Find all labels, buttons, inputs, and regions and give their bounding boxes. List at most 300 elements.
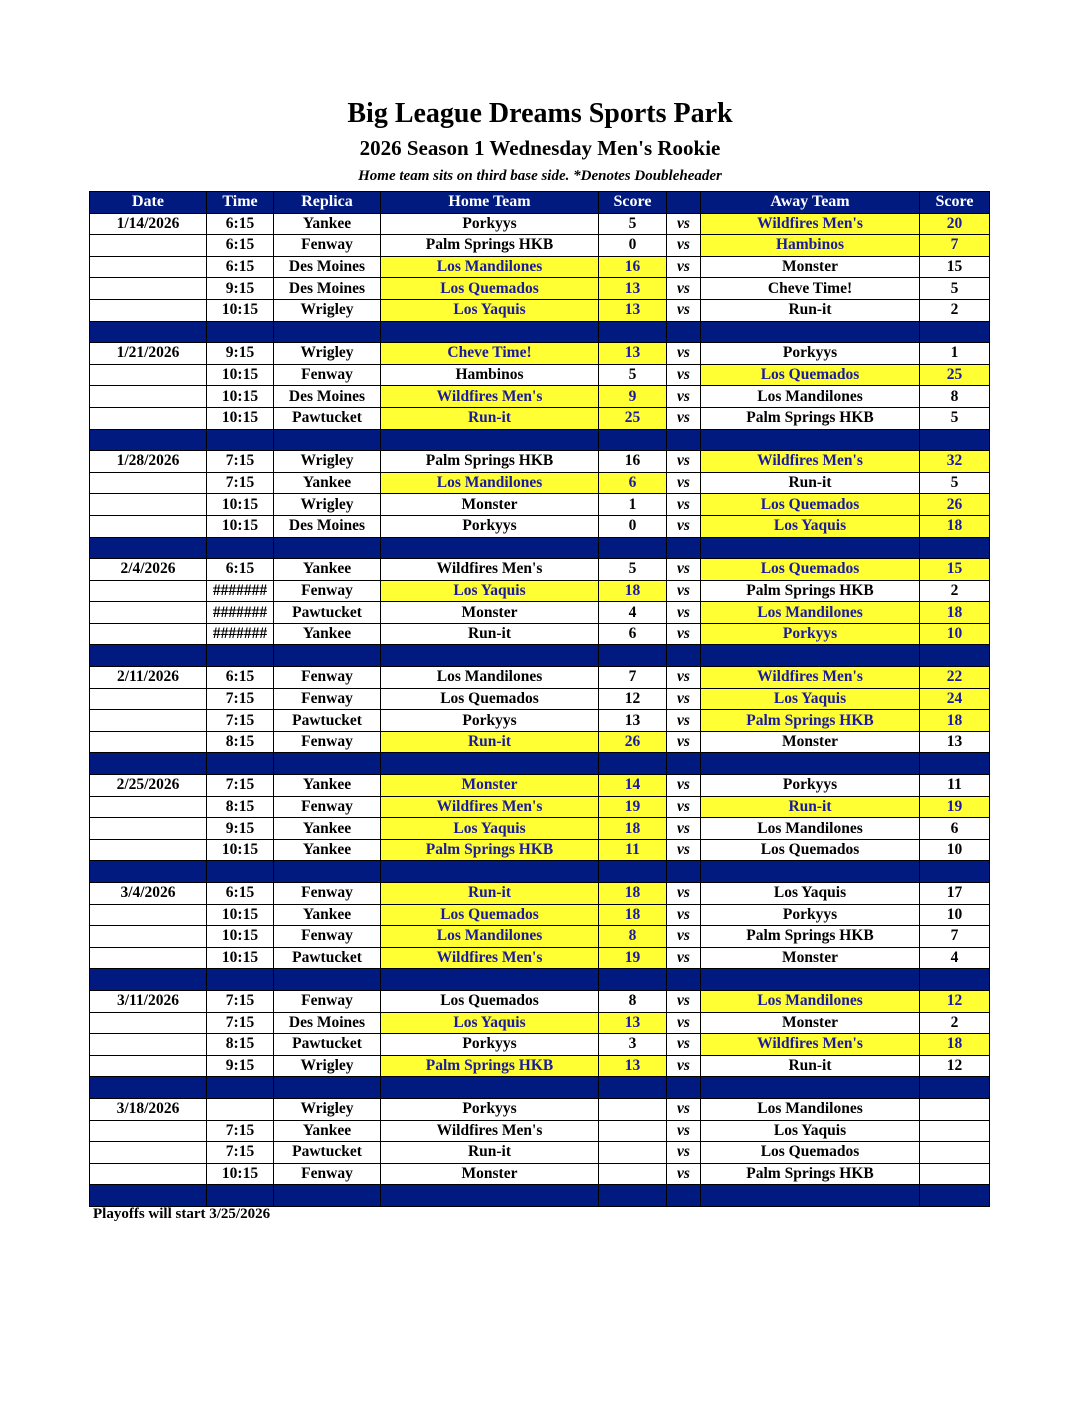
game-replica: Des Moines	[274, 386, 381, 408]
home-score: 5	[599, 559, 667, 581]
separator-cell	[599, 321, 667, 343]
game-date	[90, 731, 207, 753]
away-team: Los Quemados	[701, 364, 920, 386]
game-row	[90, 775, 990, 797]
away-score: 19	[920, 796, 990, 818]
home-score: 0	[599, 235, 667, 257]
separator-cell	[207, 1185, 274, 1207]
separator-cell	[920, 321, 990, 343]
game-time: 6:15	[207, 559, 274, 581]
game-time: 9:15	[207, 278, 274, 300]
game-replica: Yankee	[274, 839, 381, 861]
game-time: 6:15	[207, 667, 274, 689]
separator-cell	[90, 429, 207, 451]
away-score: 13	[920, 731, 990, 753]
separator-cell	[599, 429, 667, 451]
game-row	[90, 1120, 990, 1142]
home-score	[599, 1142, 667, 1164]
col-header-vs	[667, 192, 701, 214]
game-row	[90, 904, 990, 926]
game-time: 10:15	[207, 299, 274, 321]
game-replica: Pawtucket	[274, 710, 381, 732]
vs-label: vs	[667, 839, 701, 861]
separator-cell	[701, 1185, 920, 1207]
separator-cell	[667, 753, 701, 775]
game-time: 10:15	[207, 407, 274, 429]
away-score	[920, 1142, 990, 1164]
game-row	[90, 472, 990, 494]
home-team: Palm Springs HKB	[381, 839, 599, 861]
away-score: 10	[920, 839, 990, 861]
game-replica: Yankee	[274, 559, 381, 581]
vs-label: vs	[667, 1055, 701, 1077]
home-team: Los Quemados	[381, 904, 599, 926]
game-row	[90, 818, 990, 840]
separator-cell	[274, 861, 381, 883]
away-team: Run-it	[701, 472, 920, 494]
separator-cell	[90, 1077, 207, 1099]
vs-label: vs	[667, 472, 701, 494]
game-time: 9:15	[207, 818, 274, 840]
game-date	[90, 904, 207, 926]
away-team: Los Quemados	[701, 1142, 920, 1164]
col-header-home-team: Home Team	[381, 192, 599, 214]
game-replica: Fenway	[274, 731, 381, 753]
separator-cell	[599, 537, 667, 559]
game-time: 10:15	[207, 364, 274, 386]
game-replica: Fenway	[274, 667, 381, 689]
col-header-replica: Replica	[274, 192, 381, 214]
vs-label: vs	[667, 580, 701, 602]
game-row	[90, 386, 990, 408]
game-time: 9:15	[207, 1055, 274, 1077]
separator-cell	[207, 537, 274, 559]
separator-cell	[381, 969, 599, 991]
vs-label: vs	[667, 364, 701, 386]
game-date: 2/4/2026	[90, 559, 207, 581]
home-score: 4	[599, 602, 667, 624]
vs-label: vs	[667, 1034, 701, 1056]
game-time: 7:15	[207, 451, 274, 473]
game-date: 2/11/2026	[90, 667, 207, 689]
game-replica: Pawtucket	[274, 947, 381, 969]
separator-cell	[381, 321, 599, 343]
separator-cell	[920, 969, 990, 991]
doubleheader-note: Home team sits on third base side. *Denotes Doubleheader	[358, 168, 722, 184]
game-row	[90, 364, 990, 386]
separator-cell	[207, 429, 274, 451]
away-team: Los Yaquis	[701, 1120, 920, 1142]
away-team: Porkyys	[701, 775, 920, 797]
away-team: Los Yaquis	[701, 688, 920, 710]
home-score: 19	[599, 796, 667, 818]
game-replica: Wrigley	[274, 1098, 381, 1120]
game-time: 7:15	[207, 1012, 274, 1034]
home-score: 3	[599, 1034, 667, 1056]
separator-cell	[920, 645, 990, 667]
home-team: Los Quemados	[381, 688, 599, 710]
away-team: Porkyys	[701, 343, 920, 365]
game-row	[90, 235, 990, 257]
separator-cell	[274, 645, 381, 667]
game-date: 3/18/2026	[90, 1098, 207, 1120]
home-score: 14	[599, 775, 667, 797]
game-date	[90, 1034, 207, 1056]
game-replica: Yankee	[274, 623, 381, 645]
vs-label: vs	[667, 299, 701, 321]
game-row	[90, 213, 990, 235]
vs-label: vs	[667, 731, 701, 753]
vs-label: vs	[667, 1120, 701, 1142]
separator-cell	[920, 861, 990, 883]
week-separator	[90, 537, 990, 559]
home-score: 25	[599, 407, 667, 429]
week-separator	[90, 861, 990, 883]
game-time: 10:15	[207, 386, 274, 408]
home-score: 16	[599, 451, 667, 473]
home-team: Wildfires Men's	[381, 796, 599, 818]
home-team: Run-it	[381, 407, 599, 429]
away-team: Los Mandilones	[701, 1098, 920, 1120]
away-team: Los Quemados	[701, 839, 920, 861]
home-score: 13	[599, 1055, 667, 1077]
game-row	[90, 926, 990, 948]
home-team: Los Yaquis	[381, 299, 599, 321]
home-score: 19	[599, 947, 667, 969]
game-time: 7:15	[207, 688, 274, 710]
separator-cell	[274, 321, 381, 343]
vs-label: vs	[667, 235, 701, 257]
week-separator	[90, 1185, 990, 1207]
home-team: Run-it	[381, 731, 599, 753]
separator-cell	[701, 645, 920, 667]
away-score: 15	[920, 559, 990, 581]
vs-label: vs	[667, 515, 701, 537]
separator-cell	[381, 1185, 599, 1207]
separator-cell	[667, 861, 701, 883]
vs-label: vs	[667, 775, 701, 797]
game-date: 1/28/2026	[90, 451, 207, 473]
game-date	[90, 839, 207, 861]
separator-cell	[599, 969, 667, 991]
separator-cell	[701, 429, 920, 451]
game-replica: Wrigley	[274, 494, 381, 516]
separator-cell	[599, 1185, 667, 1207]
separator-cell	[90, 537, 207, 559]
separator-cell	[90, 321, 207, 343]
vs-label: vs	[667, 256, 701, 278]
separator-cell	[90, 861, 207, 883]
away-team: Monster	[701, 731, 920, 753]
vs-label: vs	[667, 386, 701, 408]
game-replica: Fenway	[274, 1163, 381, 1185]
separator-cell	[920, 1185, 990, 1207]
home-team: Los Yaquis	[381, 1012, 599, 1034]
game-row	[90, 796, 990, 818]
game-row	[90, 688, 990, 710]
separator-cell	[701, 969, 920, 991]
separator-cell	[701, 321, 920, 343]
vs-label: vs	[667, 623, 701, 645]
home-team: Cheve Time!	[381, 343, 599, 365]
game-date	[90, 1142, 207, 1164]
away-team: Palm Springs HKB	[701, 407, 920, 429]
game-replica: Pawtucket	[274, 602, 381, 624]
home-team: Run-it	[381, 623, 599, 645]
vs-label: vs	[667, 947, 701, 969]
home-team: Los Mandilones	[381, 256, 599, 278]
away-score: 2	[920, 299, 990, 321]
separator-cell	[274, 969, 381, 991]
game-row	[90, 1163, 990, 1185]
home-score: 13	[599, 343, 667, 365]
vs-label: vs	[667, 213, 701, 235]
game-time: #######	[207, 623, 274, 645]
away-score: 24	[920, 688, 990, 710]
separator-cell	[207, 645, 274, 667]
separator-cell	[920, 753, 990, 775]
home-team: Los Mandilones	[381, 926, 599, 948]
away-team: Wildfires Men's	[701, 213, 920, 235]
home-team: Los Quemados	[381, 278, 599, 300]
col-header-time: Time	[207, 192, 274, 214]
away-team: Monster	[701, 256, 920, 278]
home-team: Hambinos	[381, 364, 599, 386]
game-date	[90, 515, 207, 537]
game-replica: Des Moines	[274, 256, 381, 278]
away-score: 10	[920, 904, 990, 926]
game-date	[90, 623, 207, 645]
away-team: Hambinos	[701, 235, 920, 257]
separator-cell	[667, 537, 701, 559]
game-replica: Yankee	[274, 904, 381, 926]
separator-cell	[701, 861, 920, 883]
game-replica: Pawtucket	[274, 1034, 381, 1056]
away-team: Porkyys	[701, 623, 920, 645]
away-score: 5	[920, 278, 990, 300]
game-time: 7:15	[207, 1120, 274, 1142]
game-date	[90, 386, 207, 408]
separator-cell	[381, 645, 599, 667]
game-time: 8:15	[207, 796, 274, 818]
home-team: Monster	[381, 775, 599, 797]
home-score: 18	[599, 580, 667, 602]
away-score: 7	[920, 926, 990, 948]
game-time	[207, 1098, 274, 1120]
game-date: 3/11/2026	[90, 990, 207, 1012]
game-date	[90, 256, 207, 278]
away-score: 12	[920, 1055, 990, 1077]
away-team: Porkyys	[701, 904, 920, 926]
home-team: Run-it	[381, 1142, 599, 1164]
game-row	[90, 580, 990, 602]
separator-cell	[667, 1077, 701, 1099]
game-time: 6:15	[207, 883, 274, 905]
away-score: 18	[920, 515, 990, 537]
game-time: 7:15	[207, 710, 274, 732]
schedule-body	[90, 213, 990, 1206]
separator-cell	[90, 645, 207, 667]
separator-cell	[920, 537, 990, 559]
separator-cell	[667, 429, 701, 451]
home-score: 8	[599, 926, 667, 948]
col-header-away-team: Away Team	[701, 192, 920, 214]
away-score: 10	[920, 623, 990, 645]
game-replica: Yankee	[274, 775, 381, 797]
game-replica: Wrigley	[274, 299, 381, 321]
home-score: 8	[599, 990, 667, 1012]
separator-cell	[207, 1077, 274, 1099]
home-team: Los Mandilones	[381, 472, 599, 494]
game-date: 2/25/2026	[90, 775, 207, 797]
game-replica: Wrigley	[274, 343, 381, 365]
game-date	[90, 278, 207, 300]
away-score	[920, 1098, 990, 1120]
away-score: 18	[920, 1034, 990, 1056]
home-score	[599, 1163, 667, 1185]
home-score: 13	[599, 710, 667, 732]
home-score: 6	[599, 472, 667, 494]
away-team: Wildfires Men's	[701, 667, 920, 689]
away-score: 12	[920, 990, 990, 1012]
page-subtitle: 2026 Season 1 Wednesday Men's Rookie	[359, 136, 721, 160]
home-score	[599, 1098, 667, 1120]
week-separator	[90, 753, 990, 775]
away-score: 20	[920, 213, 990, 235]
separator-cell	[274, 429, 381, 451]
separator-cell	[667, 645, 701, 667]
game-date	[90, 947, 207, 969]
game-row	[90, 515, 990, 537]
home-score	[599, 1120, 667, 1142]
home-team: Porkyys	[381, 1098, 599, 1120]
away-team: Los Mandilones	[701, 386, 920, 408]
away-team: Palm Springs HKB	[701, 580, 920, 602]
home-score: 18	[599, 818, 667, 840]
vs-label: vs	[667, 1142, 701, 1164]
game-row	[90, 839, 990, 861]
away-score: 25	[920, 364, 990, 386]
col-header-away-score: Score	[920, 192, 990, 214]
separator-cell	[274, 1185, 381, 1207]
game-row	[90, 1055, 990, 1077]
away-team: Los Mandilones	[701, 602, 920, 624]
separator-cell	[274, 753, 381, 775]
home-team: Porkyys	[381, 1034, 599, 1056]
game-time: 7:15	[207, 775, 274, 797]
game-date	[90, 407, 207, 429]
game-date	[90, 1163, 207, 1185]
game-replica: Fenway	[274, 688, 381, 710]
game-date	[90, 1055, 207, 1077]
game-date	[90, 472, 207, 494]
home-score: 5	[599, 213, 667, 235]
week-separator	[90, 969, 990, 991]
away-team: Los Yaquis	[701, 883, 920, 905]
away-team: Wildfires Men's	[701, 451, 920, 473]
away-team: Run-it	[701, 796, 920, 818]
vs-label: vs	[667, 796, 701, 818]
away-team: Run-it	[701, 1055, 920, 1077]
away-score: 2	[920, 1012, 990, 1034]
away-team: Wildfires Men's	[701, 1034, 920, 1056]
away-score: 5	[920, 407, 990, 429]
game-row	[90, 731, 990, 753]
home-team: Porkyys	[381, 515, 599, 537]
game-row	[90, 623, 990, 645]
separator-cell	[381, 861, 599, 883]
game-replica: Pawtucket	[274, 407, 381, 429]
game-time: 8:15	[207, 1034, 274, 1056]
home-team: Palm Springs HKB	[381, 451, 599, 473]
away-score: 5	[920, 472, 990, 494]
separator-cell	[381, 753, 599, 775]
game-row	[90, 407, 990, 429]
game-row	[90, 710, 990, 732]
game-time: 10:15	[207, 839, 274, 861]
game-date	[90, 818, 207, 840]
away-team: Monster	[701, 947, 920, 969]
week-separator	[90, 429, 990, 451]
away-team: Los Yaquis	[701, 515, 920, 537]
vs-label: vs	[667, 602, 701, 624]
col-header-date: Date	[90, 192, 207, 214]
vs-label: vs	[667, 883, 701, 905]
away-team: Run-it	[701, 299, 920, 321]
vs-label: vs	[667, 559, 701, 581]
separator-cell	[920, 1077, 990, 1099]
home-score: 16	[599, 256, 667, 278]
separator-cell	[207, 861, 274, 883]
away-score: 22	[920, 667, 990, 689]
away-score: 4	[920, 947, 990, 969]
game-time: 10:15	[207, 926, 274, 948]
separator-cell	[701, 753, 920, 775]
game-replica: Des Moines	[274, 515, 381, 537]
home-team: Palm Springs HKB	[381, 235, 599, 257]
vs-label: vs	[667, 688, 701, 710]
separator-cell	[207, 321, 274, 343]
vs-label: vs	[667, 451, 701, 473]
separator-cell	[90, 753, 207, 775]
away-score: 2	[920, 580, 990, 602]
game-time: 10:15	[207, 494, 274, 516]
game-time: 10:15	[207, 904, 274, 926]
game-replica: Yankee	[274, 213, 381, 235]
game-row	[90, 1142, 990, 1164]
game-time: 7:15	[207, 1142, 274, 1164]
game-row	[90, 278, 990, 300]
game-time: 10:15	[207, 947, 274, 969]
vs-label: vs	[667, 407, 701, 429]
game-row	[90, 602, 990, 624]
vs-label: vs	[667, 1163, 701, 1185]
game-row	[90, 451, 990, 473]
home-team: Los Quemados	[381, 990, 599, 1012]
game-replica: Wrigley	[274, 1055, 381, 1077]
game-row	[90, 667, 990, 689]
vs-label: vs	[667, 904, 701, 926]
game-date: 1/21/2026	[90, 343, 207, 365]
game-date: 3/4/2026	[90, 883, 207, 905]
game-time: #######	[207, 580, 274, 602]
game-time: 6:15	[207, 213, 274, 235]
away-score: 11	[920, 775, 990, 797]
home-score: 26	[599, 731, 667, 753]
separator-cell	[381, 429, 599, 451]
week-separator	[90, 1077, 990, 1099]
game-date	[90, 926, 207, 948]
